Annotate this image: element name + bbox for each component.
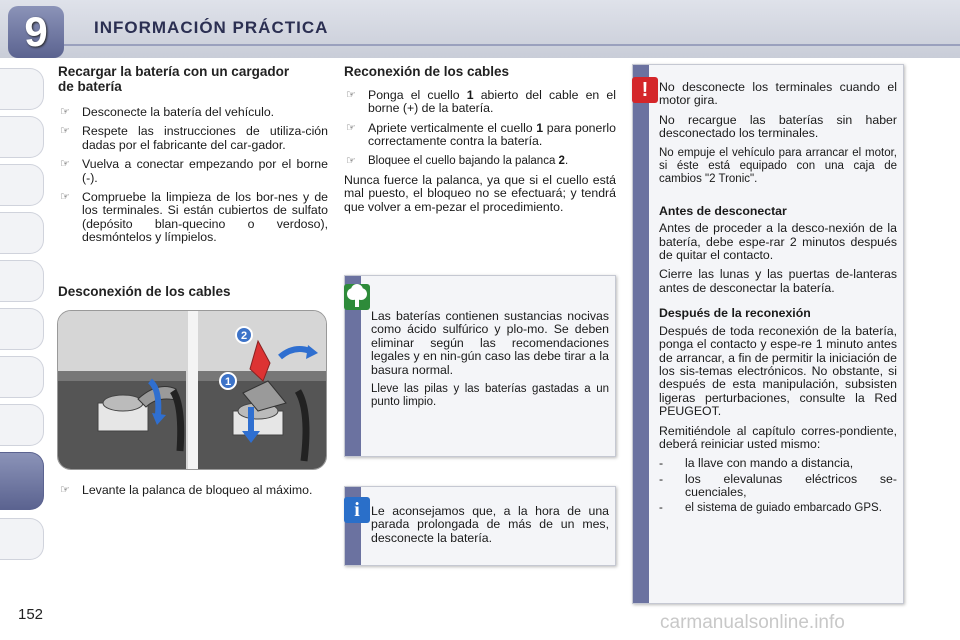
warning-text: No desconecte los terminales cuando el motor gira. No recargue las baterías sin haber desconectado los terminales. No empuje el vehículo para arrancar el motor, si éste está equipado con una caja de cambios "2 Tronic". Antes de desconectar Antes de proceder a la desco-nexión de la batería, debe espe-rar 2 minutos después de quitar el contacto. Cierre las lunas y las puertas de-lanteras antes de desconectar la batería. Después de la reconexión Después de toda reconexión de la batería, ponga el contacto y espe-re 1 minuto antes de arrancar, a fin de permitir la iniciación de los sis-temas electrónicos. No obstante, si después de esta manipulación, subsisten ligeras perturbaciones, consulte la Red PEUGEOT. Remitiéndole al capítulo corres-pondiente, deberá reiniciar usted mismo: - la llave con mando a distancia, - los elevalunas eléctricos se-cuenciales, - el sistema de guiado embarcado GPS. — [659, 80, 897, 514]
battery-clamp-drawing — [58, 311, 327, 470]
watermark: carmanualsonline.info — [660, 612, 845, 633]
pointing-hand-icon: ☞ — [346, 89, 356, 101]
environment-note-text: Las baterías contienen sustancias nocivas como ácido sulfúrico y plo-mo. Se deben eliminar según las recomendaciones legales y en nin-gún caso las debe tirar a la basura normal. Lleve las pilas y las baterías gastadas a un punto limpio. — [371, 309, 609, 409]
chapter-title: INFORMACIÓN PRÁCTICA — [94, 18, 329, 37]
chapter-tab — [0, 260, 44, 302]
warning-icon: ! — [632, 77, 658, 103]
list-item: - los elevalunas eléctricos se-cuenciales, — [659, 471, 897, 500]
page-header — [0, 0, 960, 58]
pointing-hand-icon: ☞ — [60, 484, 70, 496]
chapter-tab — [0, 68, 44, 110]
list-item: ☞ Compruebe la limpieza de los bor-nes y de los terminales. Si están cubiertos de sulfato (depósito blan-quecino o verdoso), desmóntelos y límpielos. — [60, 190, 328, 245]
pointing-hand-icon: ☞ — [60, 158, 70, 171]
list-item: ☞ Levante la palanca de bloqueo al máximo. — [60, 483, 313, 497]
chapter-tab — [0, 308, 44, 350]
pointing-hand-icon: ☞ — [60, 106, 70, 118]
disconnect-steps — [58, 484, 328, 503]
before-disconnect-heading: Antes de desconectar — [659, 203, 787, 218]
warning-box — [632, 64, 904, 604]
tree-icon — [344, 284, 370, 310]
list-item: ☞ Vuelva a conectar empezando por el borne (-). — [60, 157, 328, 185]
callout-2: 2 — [240, 330, 248, 342]
recharge-heading: Recargar la batería con un cargador de batería — [58, 64, 290, 94]
info-note-text: Le aconsejamos que, a la hora de una parada prolongada de más de un mes, desconecte la batería. — [371, 504, 609, 545]
middle-column — [344, 64, 616, 220]
chapter-tab — [0, 518, 44, 560]
list-item: ☞ Respete las instrucciones de utiliza-ción dadas por el fabricante del car-gador. — [60, 124, 328, 152]
page-number: 152 — [18, 606, 44, 623]
reconnect-heading: Reconexión de los cables — [344, 64, 510, 79]
chapter-tab — [0, 356, 44, 398]
list-item: ☞ Ponga el cuello 1 abierto del cable en el borne (+) de la batería. — [346, 88, 616, 116]
chapter-tab — [0, 404, 44, 446]
after-reconnect-heading: Después de la reconexión — [659, 306, 811, 321]
chapter-tab — [0, 212, 44, 254]
chapter-tab — [0, 164, 44, 206]
box-stripe — [633, 65, 649, 603]
disconnect-heading: Desconexión de los cables — [58, 284, 231, 299]
chapter-tab-active — [0, 452, 44, 510]
info-icon: i — [344, 497, 370, 523]
list-item: - el sistema de guiado embarcado GPS. — [659, 501, 882, 514]
list-item: ☞ Desconecte la batería del vehículo. — [60, 105, 275, 119]
battery-terminal-illustration — [57, 310, 327, 470]
pointing-hand-icon: ☞ — [60, 125, 70, 138]
caution-paragraph: Nunca fuerce la palanca, ya que si el cuello está mal puesto, el bloqueo no se efectuará; y tendrá que volver a em-pezar el procedimiento. — [344, 173, 616, 214]
pointing-hand-icon: ☞ — [346, 154, 356, 167]
pointing-hand-icon: ☞ — [346, 121, 356, 134]
list-item: ☞ Apriete verticalmente el cuello 1 para ponerlo correctamente contra la batería. — [346, 120, 616, 149]
info-note-box — [344, 486, 616, 566]
chapter-tab-rail — [0, 58, 50, 578]
list-item: - la llave con mando a distancia, — [659, 456, 854, 471]
pointing-hand-icon: ☞ — [60, 191, 70, 204]
environment-note-box — [344, 275, 616, 457]
list-item: ☞ Bloquee el cuello bajando la palanca 2. — [346, 154, 569, 167]
chapter-number-badge: 9 — [8, 6, 64, 58]
chapter-tab — [0, 116, 44, 158]
left-column — [58, 64, 328, 251]
callout-1: 1 — [224, 376, 232, 388]
header-divider — [64, 44, 960, 46]
